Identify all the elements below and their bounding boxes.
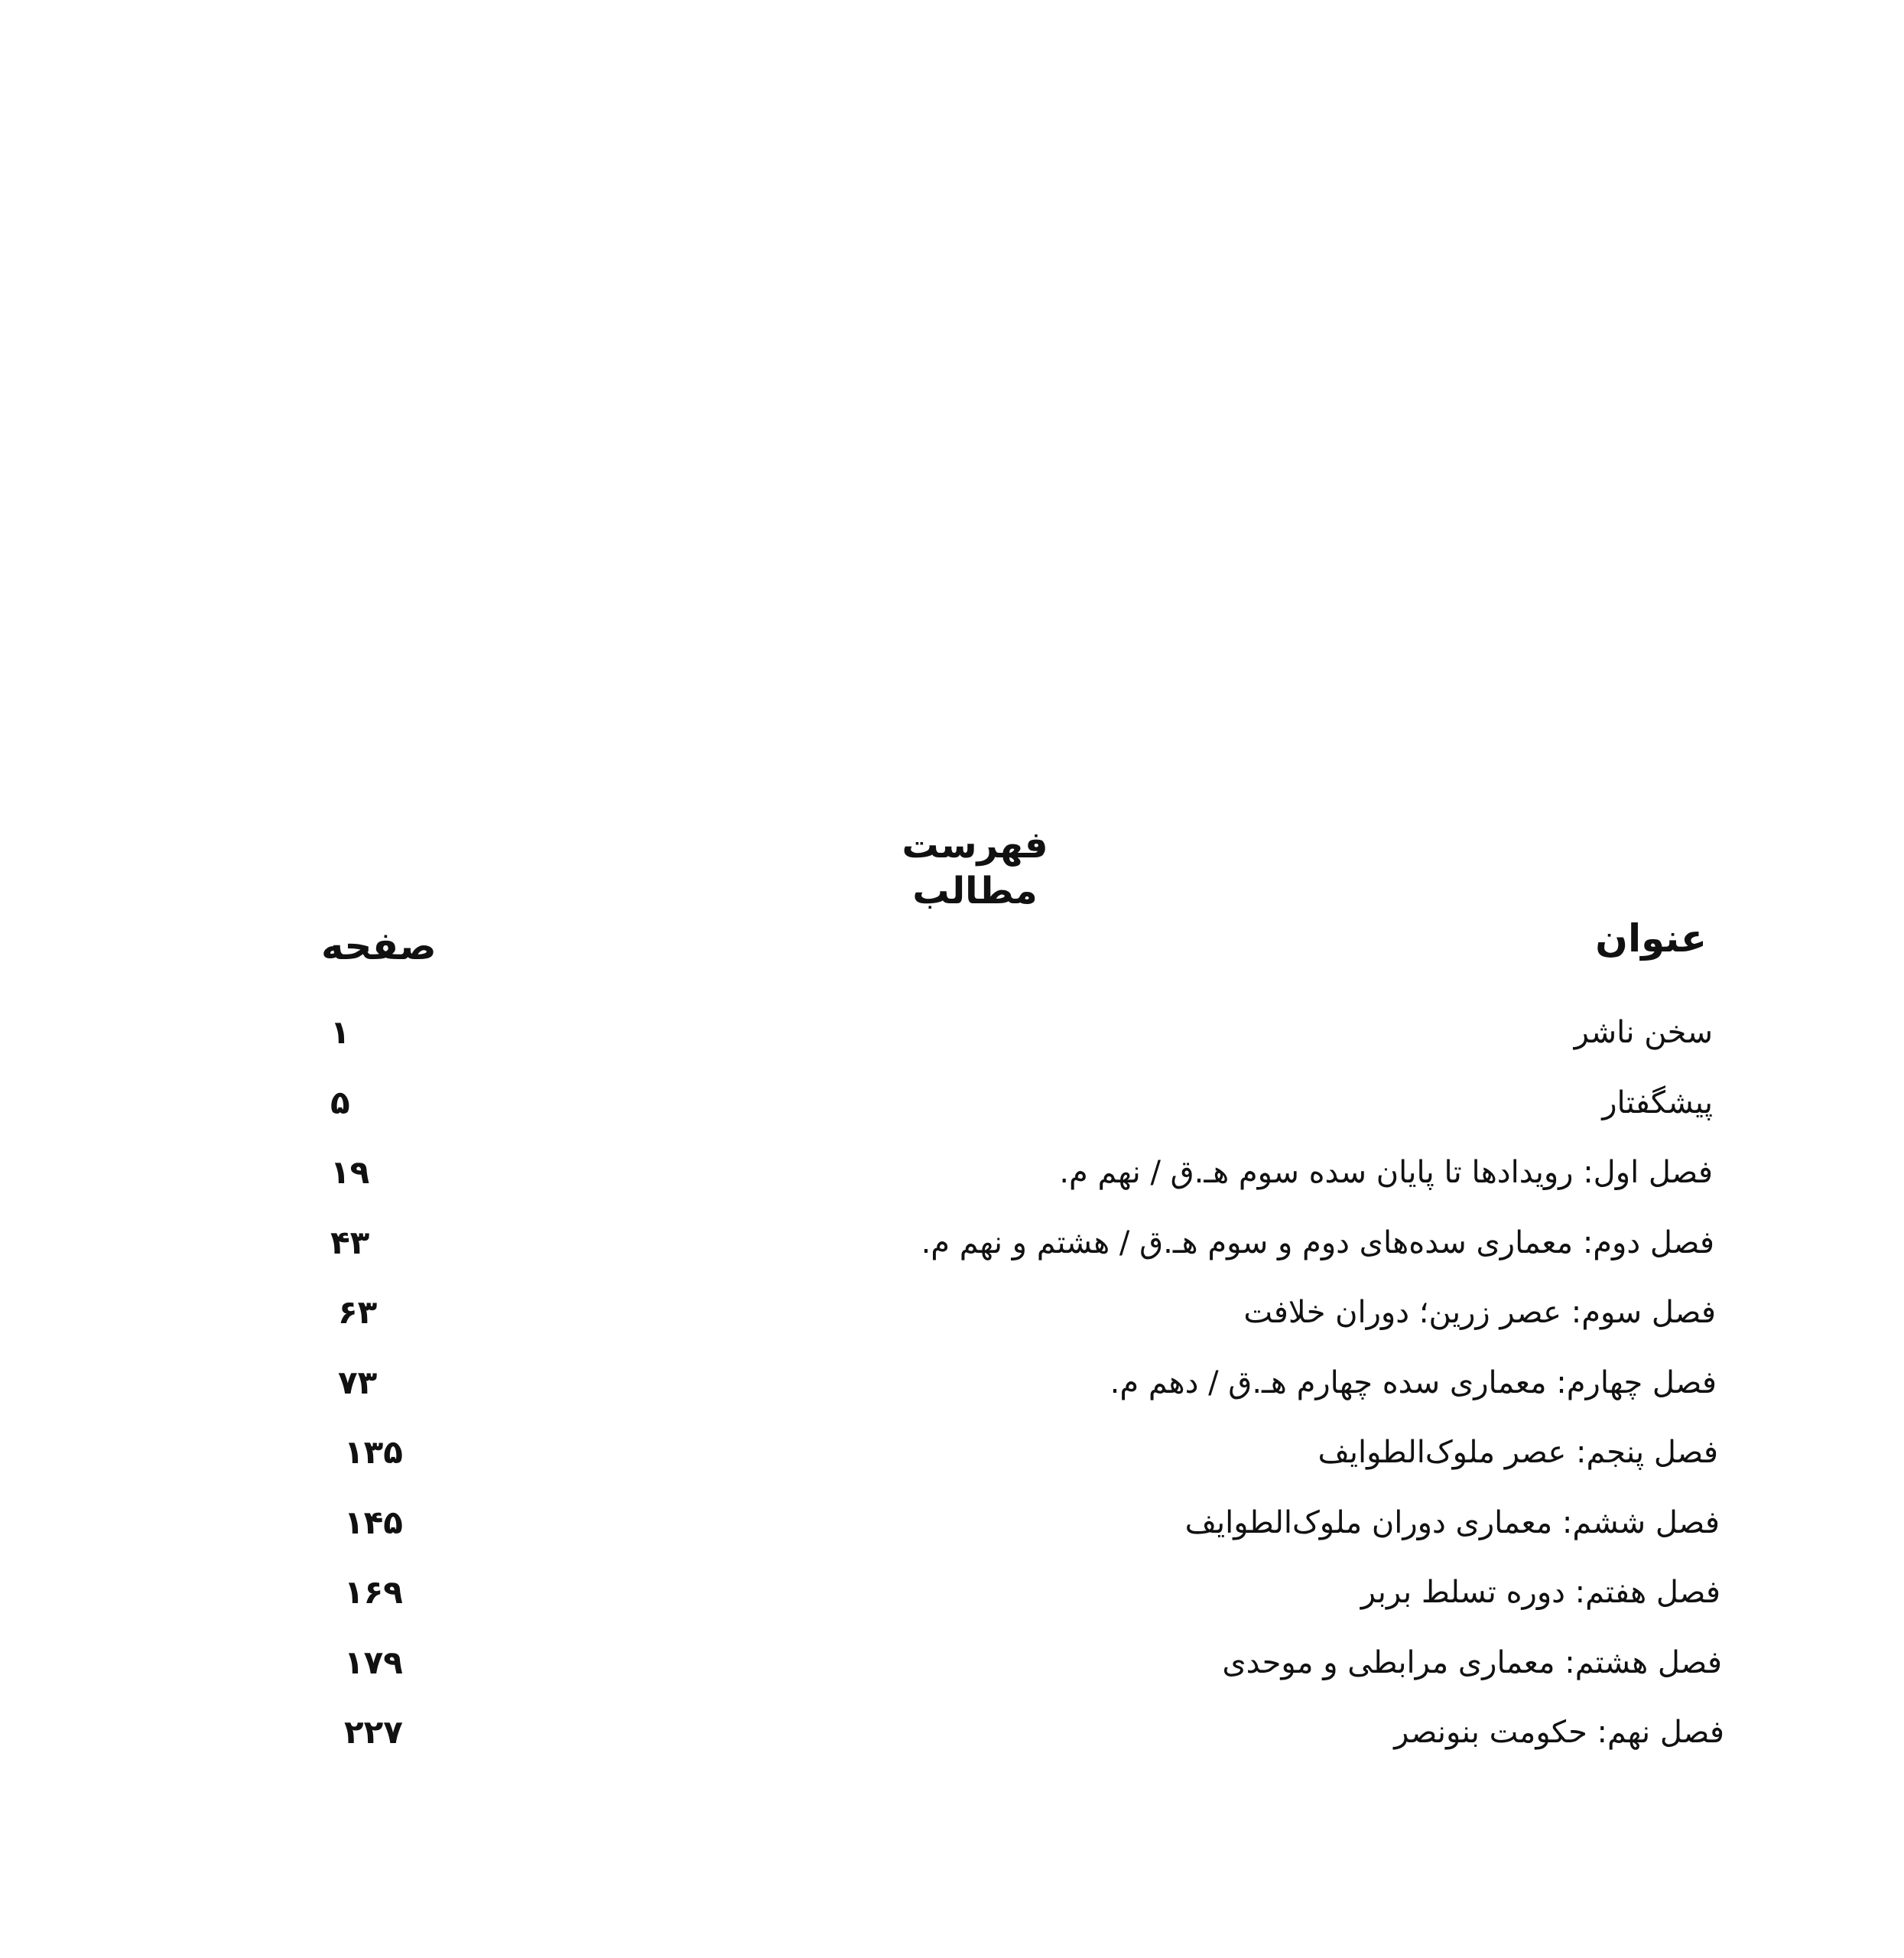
toc-entry-title: فصل اول: رویدادها تا پایان سده سوم هـ.ق / نهم م. [1059,1155,1713,1190]
toc-entry-page-number: ۱ [330,1013,350,1051]
toc-entry-title: پیشگفتار [1602,1085,1713,1120]
toc-entry [0,1360,1904,1430]
toc-entry [0,1500,1904,1570]
toc-entry-title: فصل هفتم: دوره تسلط بربر [1360,1575,1720,1610]
toc-entry [0,1709,1904,1780]
toc-entry-page-number: ۲۲۷ [344,1713,403,1751]
toc-entry-list [0,1010,1904,1780]
toc-entry-title: سخن ناشر [1574,1015,1713,1050]
toc-entry [0,1429,1904,1500]
toc-entry-page-number: ۴۳ [330,1223,370,1261]
toc-entry [0,1080,1904,1150]
toc-entry-page-number: ۱۳۵ [344,1433,403,1471]
toc-entry-title: فصل نهم: حکومت بنونصر [1394,1715,1724,1750]
toc-entry-page-number: ۶۳ [338,1293,378,1331]
toc-entry-page-number: ۵ [330,1083,350,1121]
toc-entry [0,1569,1904,1640]
toc-entry-title: فصل دوم: معماری سده‌های دوم و سوم هـ.ق / هشتم و نهم م. [921,1225,1714,1260]
toc-entry-page-number: ۱۹ [330,1153,370,1191]
toc-entry-page-number: ۷۳ [338,1363,378,1401]
toc-entry-title: فصل ششم: معماری دوران ملوک‌الطوایف [1184,1504,1720,1540]
toc-entry-page-number: ۱۶۹ [344,1573,403,1611]
toc-entry [0,1150,1904,1220]
toc-title: فهرست مطالب [902,824,1048,912]
toc-entry [0,1640,1904,1710]
toc-entry-page-number: ۱۴۵ [344,1503,403,1541]
title-column-header: عنوان [1595,916,1707,961]
page-column-header: صفحه [321,924,437,968]
toc-entry-title: فصل سوم: عصر زرین؛ دوران خلافت [1243,1295,1716,1330]
toc-entry-title: فصل چهارم: معماری سده چهارم هـ.ق / دهم م. [1110,1364,1717,1400]
toc-entry-page-number: ۱۷۹ [344,1643,403,1681]
toc-entry-title: فصل هشتم: معماری مرابطی و موحدی [1222,1644,1722,1680]
toc-entry [0,1290,1904,1360]
toc-entry [0,1220,1904,1290]
toc-entry-title: فصل پنجم: عصر ملوک‌الطوایف [1318,1435,1718,1470]
toc-entry [0,1010,1904,1080]
